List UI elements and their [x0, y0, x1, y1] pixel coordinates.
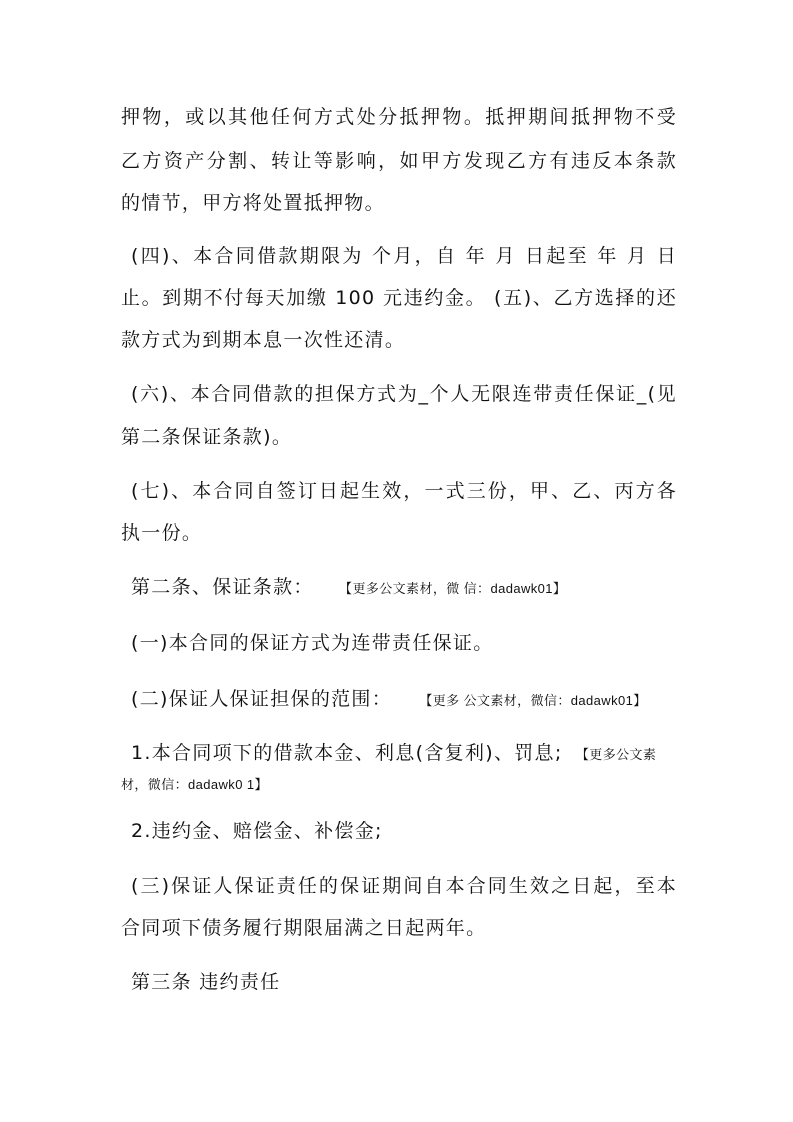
paragraph-line: (七)、本合同自签订日起生效，一式三份，甲、乙、丙方各: [131, 480, 677, 502]
paragraph-line: [131, 686, 677, 714]
paragraph-line: 押物，或以其他任何方式处分抵押物。抵押期间抵押物不受: [121, 106, 677, 128]
paragraph-line: 的情节，甲方将处置抵押物。: [121, 192, 385, 214]
paragraph-line: (三)保证人保证责任的保证期间自本合同生效之日起，至本: [131, 875, 677, 897]
promo-note: 【更多公文素: [575, 747, 657, 762]
paragraph-line: [131, 740, 677, 768]
paragraph-line: 合同项下债务履行期限届满之日起两年。: [121, 917, 487, 939]
paragraph-text: 1.本合同项下的借款本金、利息(含复利)、罚息;: [131, 742, 563, 764]
paragraph-line: 乙方资产分割、转让等影响，如甲方发现乙方有违反本条款: [121, 150, 677, 172]
paragraph-line: (一)本合同的保证方式为连带责任保证。: [131, 632, 494, 654]
paragraph-text: (二)保证人保证担保的范围：: [131, 688, 393, 710]
paragraph-line: 第二条保证条款)。: [121, 426, 293, 448]
promo-note: 【更多公文素材，微 信：dadawk01】: [339, 581, 567, 596]
paragraph-line: (六)、本合同借款的担保方式为_个人无限连带责任保证_(见: [131, 383, 677, 405]
paragraph-line: 执一份。: [121, 522, 203, 544]
section-heading: 第三条 违约责任: [131, 971, 281, 993]
promo-note: 材，微信：dadawk0 1】: [121, 777, 268, 792]
paragraph-line: 止。到期不付每天加缴 100 元违约金。 (五)、乙方选择的还: [121, 287, 677, 309]
paragraph-line: 2.违约金、赔偿金、补偿金;: [131, 820, 383, 842]
paragraph-line: (四)、本合同借款期限为 个月，自 年 月 日起至 年 月 日: [131, 245, 677, 267]
section-heading-line: [131, 574, 677, 602]
section-heading: 第二条、保证条款：: [131, 576, 314, 598]
promo-note: 【更多 公文素材，微信：dadawk01】: [419, 693, 647, 708]
paragraph-line: 款方式为到期本息一次性还清。: [121, 329, 406, 351]
